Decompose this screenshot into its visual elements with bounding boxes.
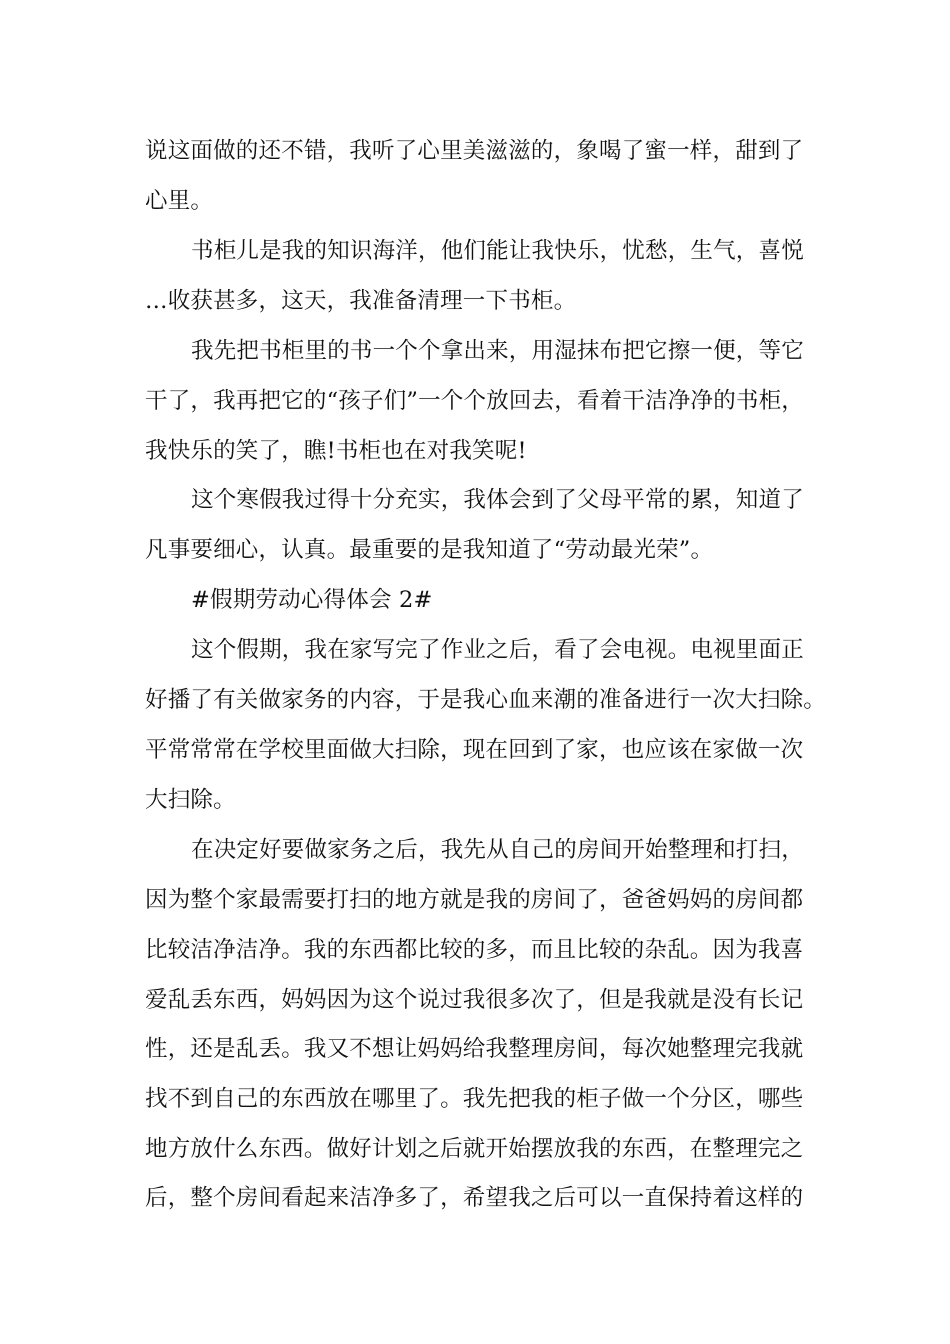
paragraph-holiday-line-3: 平常常常在学校里面做大扫除，现在回到了家，也应该在家做一次 [145,737,804,763]
paragraph-room-cleaning-line-2: 因为整个家最需要打扫的地方就是我的房间了，爸爸妈妈的房间都 [145,887,804,913]
paragraph-bookcase-line-2: …收获甚多，这天，我准备清理一下书柜。 [145,288,577,314]
paragraph-room-cleaning-line-7: 地方放什么东西。做好计划之后就开始摆放我的东西，在整理完之 [145,1136,804,1162]
paragraph-winter-break-line-2: 凡事要细心，认真。最重要的是我知道了“劳动最光荣”。 [145,537,714,563]
paragraph-room-cleaning-line-8: 后，整个房间看起来洁净多了，希望我之后可以一直保持着这样的 [145,1185,804,1211]
paragraph-room-cleaning-line-6: 找不到自己的东西放在哪里了。我先把我的柜子做一个分区，哪些 [145,1086,804,1112]
paragraph-winter-break-line-1: 这个寒假我过得十分充实，我体会到了父母平常的累，知道了 [191,487,804,513]
paragraph-room-cleaning-line-4: 爱乱丢东西，妈妈因为这个说过我很多次了，但是我就是没有长记 [145,987,804,1013]
text-line-2: 心里。 [145,188,214,214]
text-line-1: 说这面做的还不错，我听了心里美滋滋的，象喝了蜜一样，甜到了 [145,138,804,164]
section-heading: #假期劳动心得体会 2# [191,587,433,613]
paragraph-cleaning-books-line-3: 我快乐的笑了，瞧!书柜也在对我笑呢! [145,438,527,464]
paragraph-room-cleaning-line-1: 在决定好要做家务之后，我先从自己的房间开始整理和打扫， [191,837,804,863]
paragraph-room-cleaning-line-5: 性，还是乱丢。我又不想让妈妈给我整理房间，每次她整理完我就 [145,1036,804,1062]
paragraph-bookcase-line-1: 书柜儿是我的知识海洋，他们能让我快乐，忧愁，生气，喜悦 [191,238,804,264]
paragraph-holiday-line-2: 好播了有关做家务的内容，于是我心血来潮的准备进行一次大扫除。 [145,687,827,713]
paragraph-room-cleaning-line-3: 比较洁净洁净。我的东西都比较的多，而且比较的杂乱。因为我喜 [145,937,804,963]
paragraph-cleaning-books-line-1: 我先把书柜里的书一个个拿出来，用湿抹布把它擦一便，等它 [191,338,804,364]
paragraph-cleaning-books-line-2: 干了，我再把它的“孩子们”一个个放回去，看着干洁净净的书柜， [145,388,805,414]
paragraph-holiday-line-1: 这个假期，我在家写完了作业之后，看了会电视。电视里面正 [191,637,804,663]
paragraph-holiday-line-4: 大扫除。 [145,787,236,813]
